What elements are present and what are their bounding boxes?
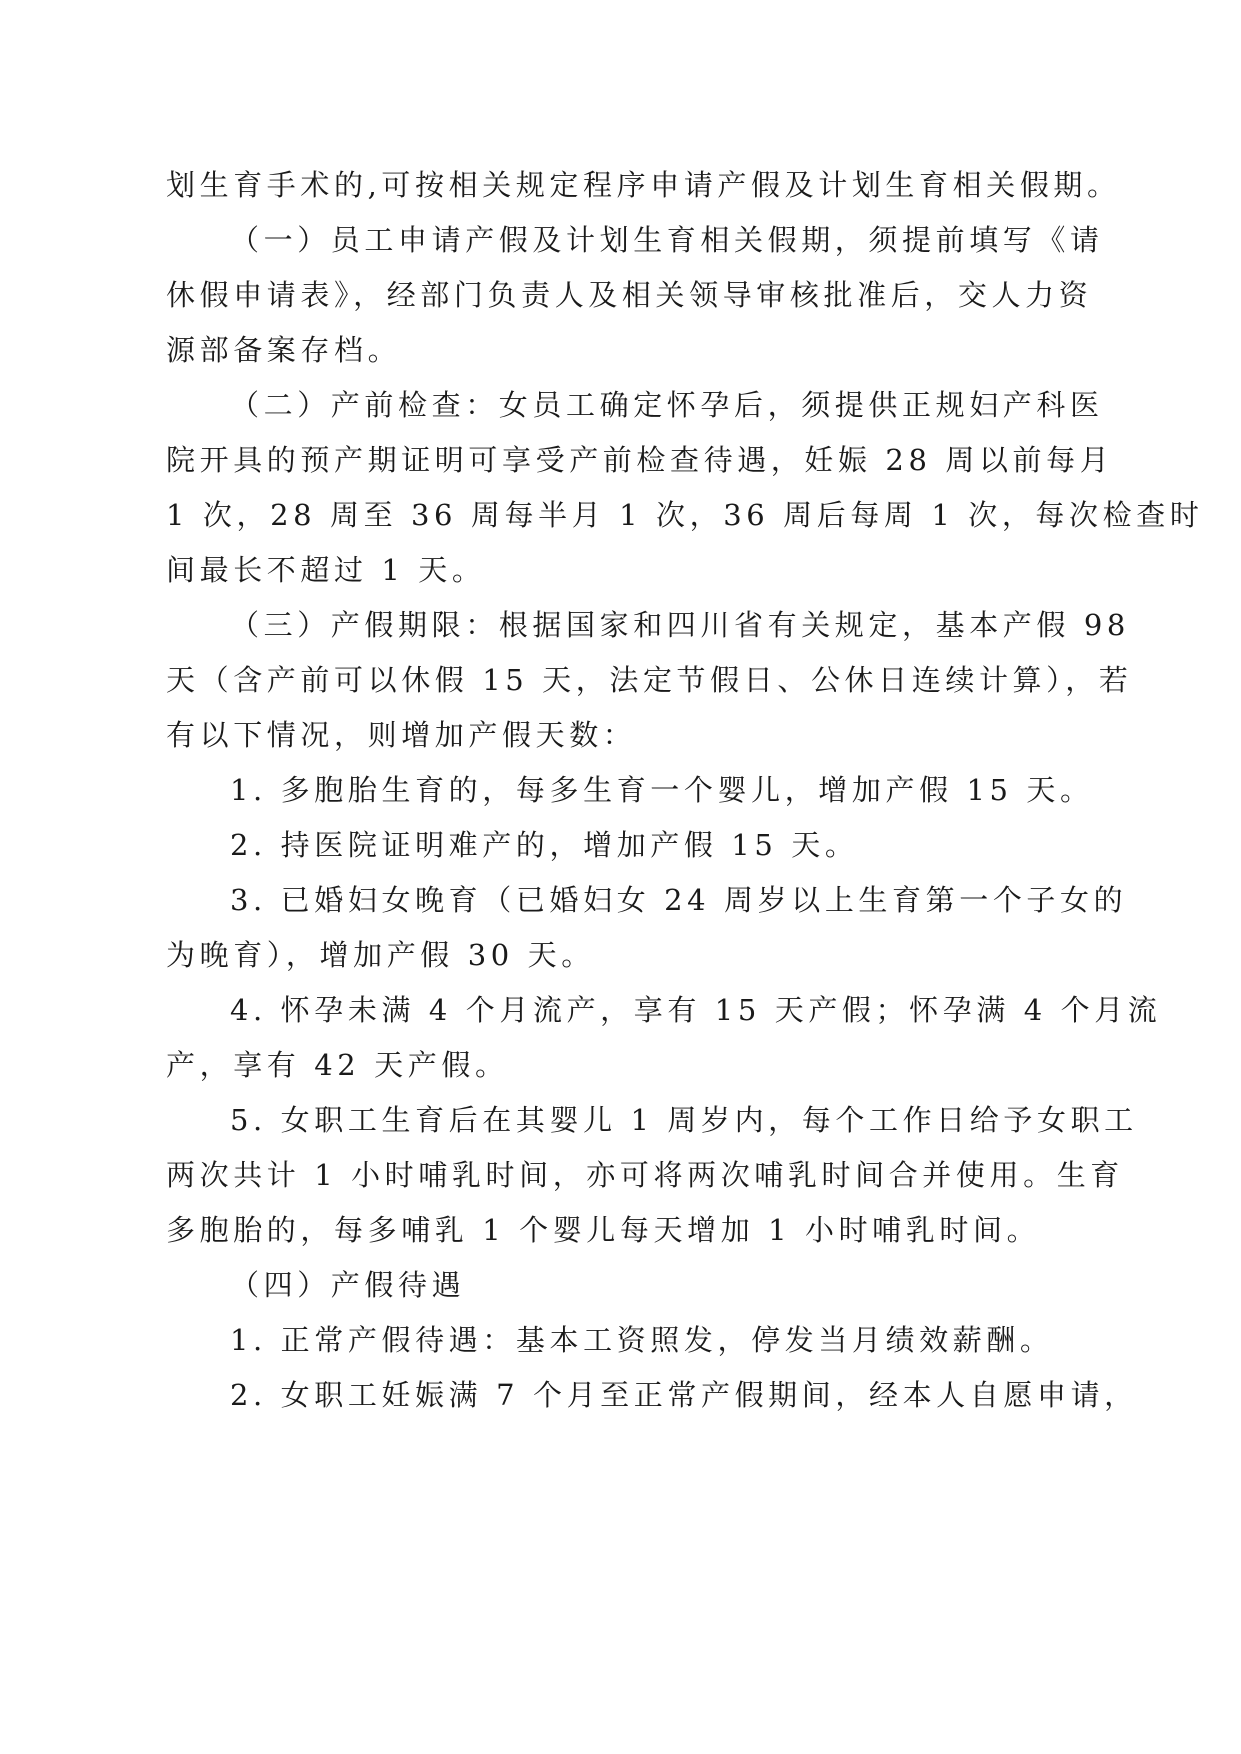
text-line-2: （一）员工申请产假及计划生育相关假期，须提前填写《请 [230, 223, 1104, 257]
text-line-23: 2. 女职工妊娠满 7 个月至正常产假期间，经本人自愿申请， [230, 1378, 1138, 1412]
text-line-8: 间最长不超过 1 天。 [166, 553, 486, 587]
text-line-17: 产，享有 42 天产假。 [166, 1048, 509, 1082]
text-line-5: （二）产前检查：女员工确定怀孕后，须提供正规妇产科医 [230, 388, 1104, 422]
text-line-22: 1. 正常产假待遇：基本工资照发，停发当月绩效薪酬。 [230, 1323, 1054, 1357]
text-line-6: 院开具的预产期证明可享受产前检查待遇，妊娠 28 周以前每月 [166, 443, 1114, 477]
text-line-4: 源部备案存档。 [166, 333, 402, 367]
text-line-10: 天（含产前可以休假 15 天，法定节假日、公休日连续计算），若 [166, 663, 1133, 697]
text-line-3: 休假申请表》，经部门负责人及相关领导审核批准后，交人力资 [166, 278, 1093, 312]
text-line-20: 多胞胎的，每多哺乳 1 个婴儿每天增加 1 小时哺乳时间。 [166, 1213, 1041, 1247]
text-line-14: 3. 已婚妇女晚育（已婚妇女 24 周岁以上生育第一个子女的 [230, 883, 1128, 917]
text-line-11: 有以下情况，则增加产假天数： [166, 718, 637, 752]
text-line-1: 划生育手术的,可按相关规定程序申请产假及计划生育相关假期。 [166, 168, 1121, 202]
text-line-19: 两次共计 1 小时哺乳时间，亦可将两次哺乳时间合并使用。生育 [166, 1158, 1124, 1192]
text-line-16: 4. 怀孕未满 4 个月流产，享有 15 天产假；怀孕满 4 个月流 [230, 993, 1162, 1027]
text-line-9: （三）产假期限：根据国家和四川省有关规定，基本产假 98 [230, 608, 1130, 642]
text-line-13: 2. 持医院证明难产的，增加产假 15 天。 [230, 828, 859, 862]
text-line-15: 为晚育），增加产假 30 天。 [166, 938, 595, 972]
text-line-12: 1. 多胞胎生育的，每多生育一个婴儿，增加产假 15 天。 [230, 773, 1094, 807]
text-line-21: （四）产假待遇 [230, 1268, 466, 1302]
text-line-18: 5. 女职工生育后在其婴儿 1 周岁内，每个工作日给予女职工 [230, 1103, 1138, 1137]
text-line-7: 1 次，28 周至 36 周每半月 1 次，36 周后每周 1 次，每次检查时 [166, 498, 1204, 532]
